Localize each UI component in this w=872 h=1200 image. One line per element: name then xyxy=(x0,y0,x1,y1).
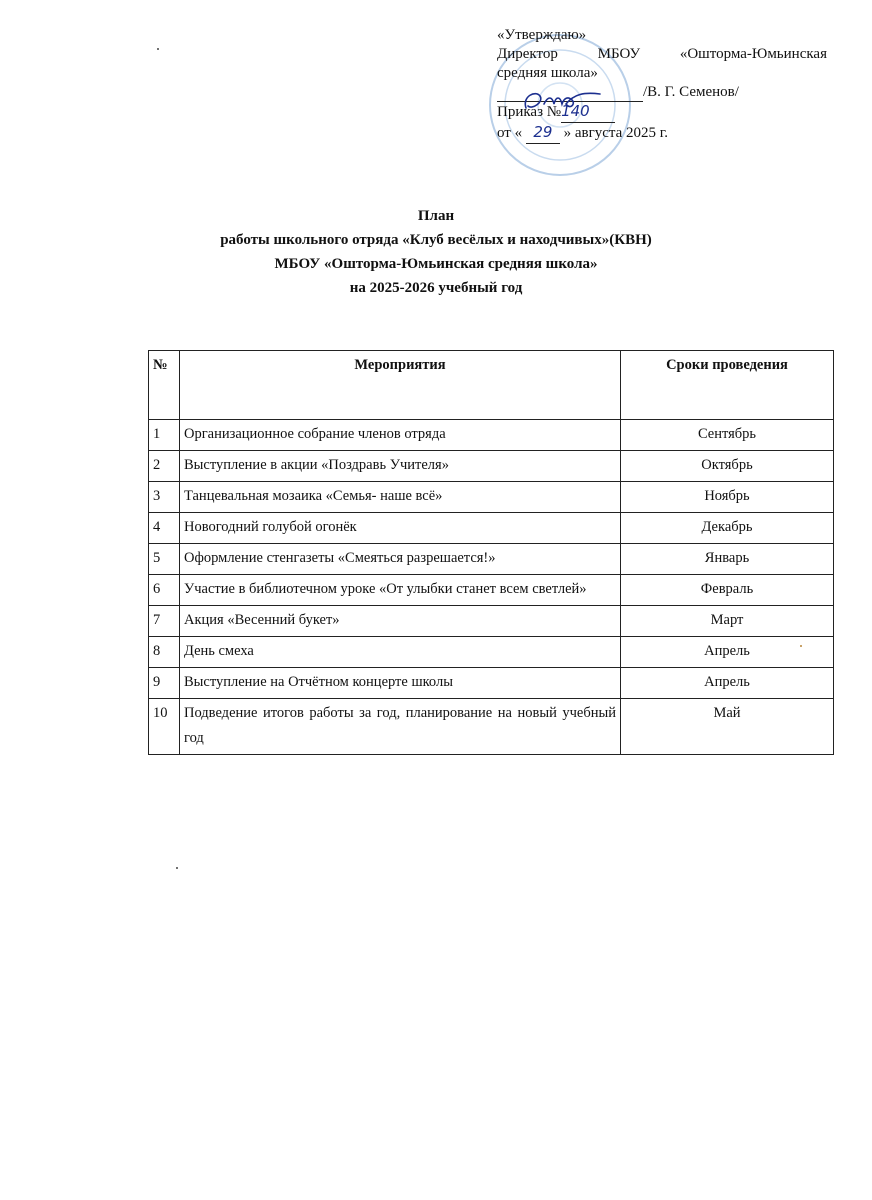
row-date: Апрель xyxy=(621,668,834,699)
order-label: Приказ № xyxy=(497,104,562,120)
approval-org-type: МБОУ xyxy=(597,46,641,62)
approval-school-name: «Ошторма-Юмьинская xyxy=(679,46,827,62)
table-row xyxy=(149,668,834,699)
row-number: 9 xyxy=(149,668,180,699)
approval-block xyxy=(497,26,827,144)
header-dates: Сроки проведения xyxy=(621,351,834,420)
title-line-2: работы школьного отряда «Клуб весёлых и находчивых»(КВН) xyxy=(220,232,652,248)
scan-speck xyxy=(157,48,159,50)
title-line-4: на 2025-2026 учебный год xyxy=(349,280,523,296)
row-event: Новогодний голубой огонёк xyxy=(180,513,621,544)
approval-school-type: средняя школа» xyxy=(497,65,598,81)
row-date: Апрель xyxy=(621,637,834,668)
row-event: Выступление в акции «Поздравь Учителя» xyxy=(180,451,621,482)
row-date: Май xyxy=(621,699,834,755)
date-day: 29 xyxy=(533,123,553,141)
approval-director-word: Директор xyxy=(497,46,558,62)
document-title xyxy=(0,204,872,300)
table-row xyxy=(149,482,834,513)
row-date: Январь xyxy=(621,544,834,575)
scan-speck xyxy=(176,867,178,869)
row-number: 1 xyxy=(149,420,180,451)
row-date: Октябрь xyxy=(621,451,834,482)
table-row xyxy=(149,544,834,575)
row-number: 7 xyxy=(149,606,180,637)
table-row xyxy=(149,699,834,755)
row-number: 10 xyxy=(149,699,180,755)
header-events: Мероприятия xyxy=(180,351,621,420)
row-event: Участие в библиотечном уроке «От улыбки станет всем светлей» xyxy=(180,575,621,606)
plan-table xyxy=(148,350,834,755)
title-line-1: План xyxy=(417,208,455,224)
row-date: Март xyxy=(621,606,834,637)
approval-heading: «Утверждаю» xyxy=(497,27,587,43)
date-prefix: от « xyxy=(497,125,523,141)
row-date: Сентябрь xyxy=(621,420,834,451)
table-row xyxy=(149,451,834,482)
title-line-3: МБОУ «Ошторма-Юмьинская средняя школа» xyxy=(274,256,598,272)
order-number: 140 xyxy=(561,102,590,120)
row-number: 5 xyxy=(149,544,180,575)
table-row xyxy=(149,637,834,668)
signer-name: /В. Г. Семенов/ xyxy=(643,84,739,100)
approval-date-line xyxy=(497,123,827,144)
row-date: Ноябрь xyxy=(621,482,834,513)
row-number: 8 xyxy=(149,637,180,668)
row-event: Выступление на Отчётном концерте школы xyxy=(180,668,621,699)
row-event: Подведение итогов работы за год, планирование на новый учебный год xyxy=(180,699,621,755)
table-row xyxy=(149,513,834,544)
table-row xyxy=(149,575,834,606)
date-suffix: » августа 2025 г. xyxy=(563,125,669,141)
row-number: 3 xyxy=(149,482,180,513)
row-event: Оформление стенгазеты «Смеяться разрешается!» xyxy=(180,544,621,575)
table-header-row xyxy=(149,351,834,420)
header-number: № xyxy=(149,351,180,420)
row-event: Акция «Весенний букет» xyxy=(180,606,621,637)
row-event: День смеха xyxy=(180,637,621,668)
director-signature xyxy=(518,86,608,116)
table-row xyxy=(149,606,834,637)
row-event: Организационное собрание членов отряда xyxy=(180,420,621,451)
row-date: Декабрь xyxy=(621,513,834,544)
scan-speck xyxy=(800,645,802,647)
row-date: Февраль xyxy=(621,575,834,606)
row-number: 6 xyxy=(149,575,180,606)
table-row xyxy=(149,420,834,451)
row-number: 2 xyxy=(149,451,180,482)
row-event: Танцевальная мозаика «Семья- наше всё» xyxy=(180,482,621,513)
approval-director-line xyxy=(497,45,827,64)
row-number: 4 xyxy=(149,513,180,544)
